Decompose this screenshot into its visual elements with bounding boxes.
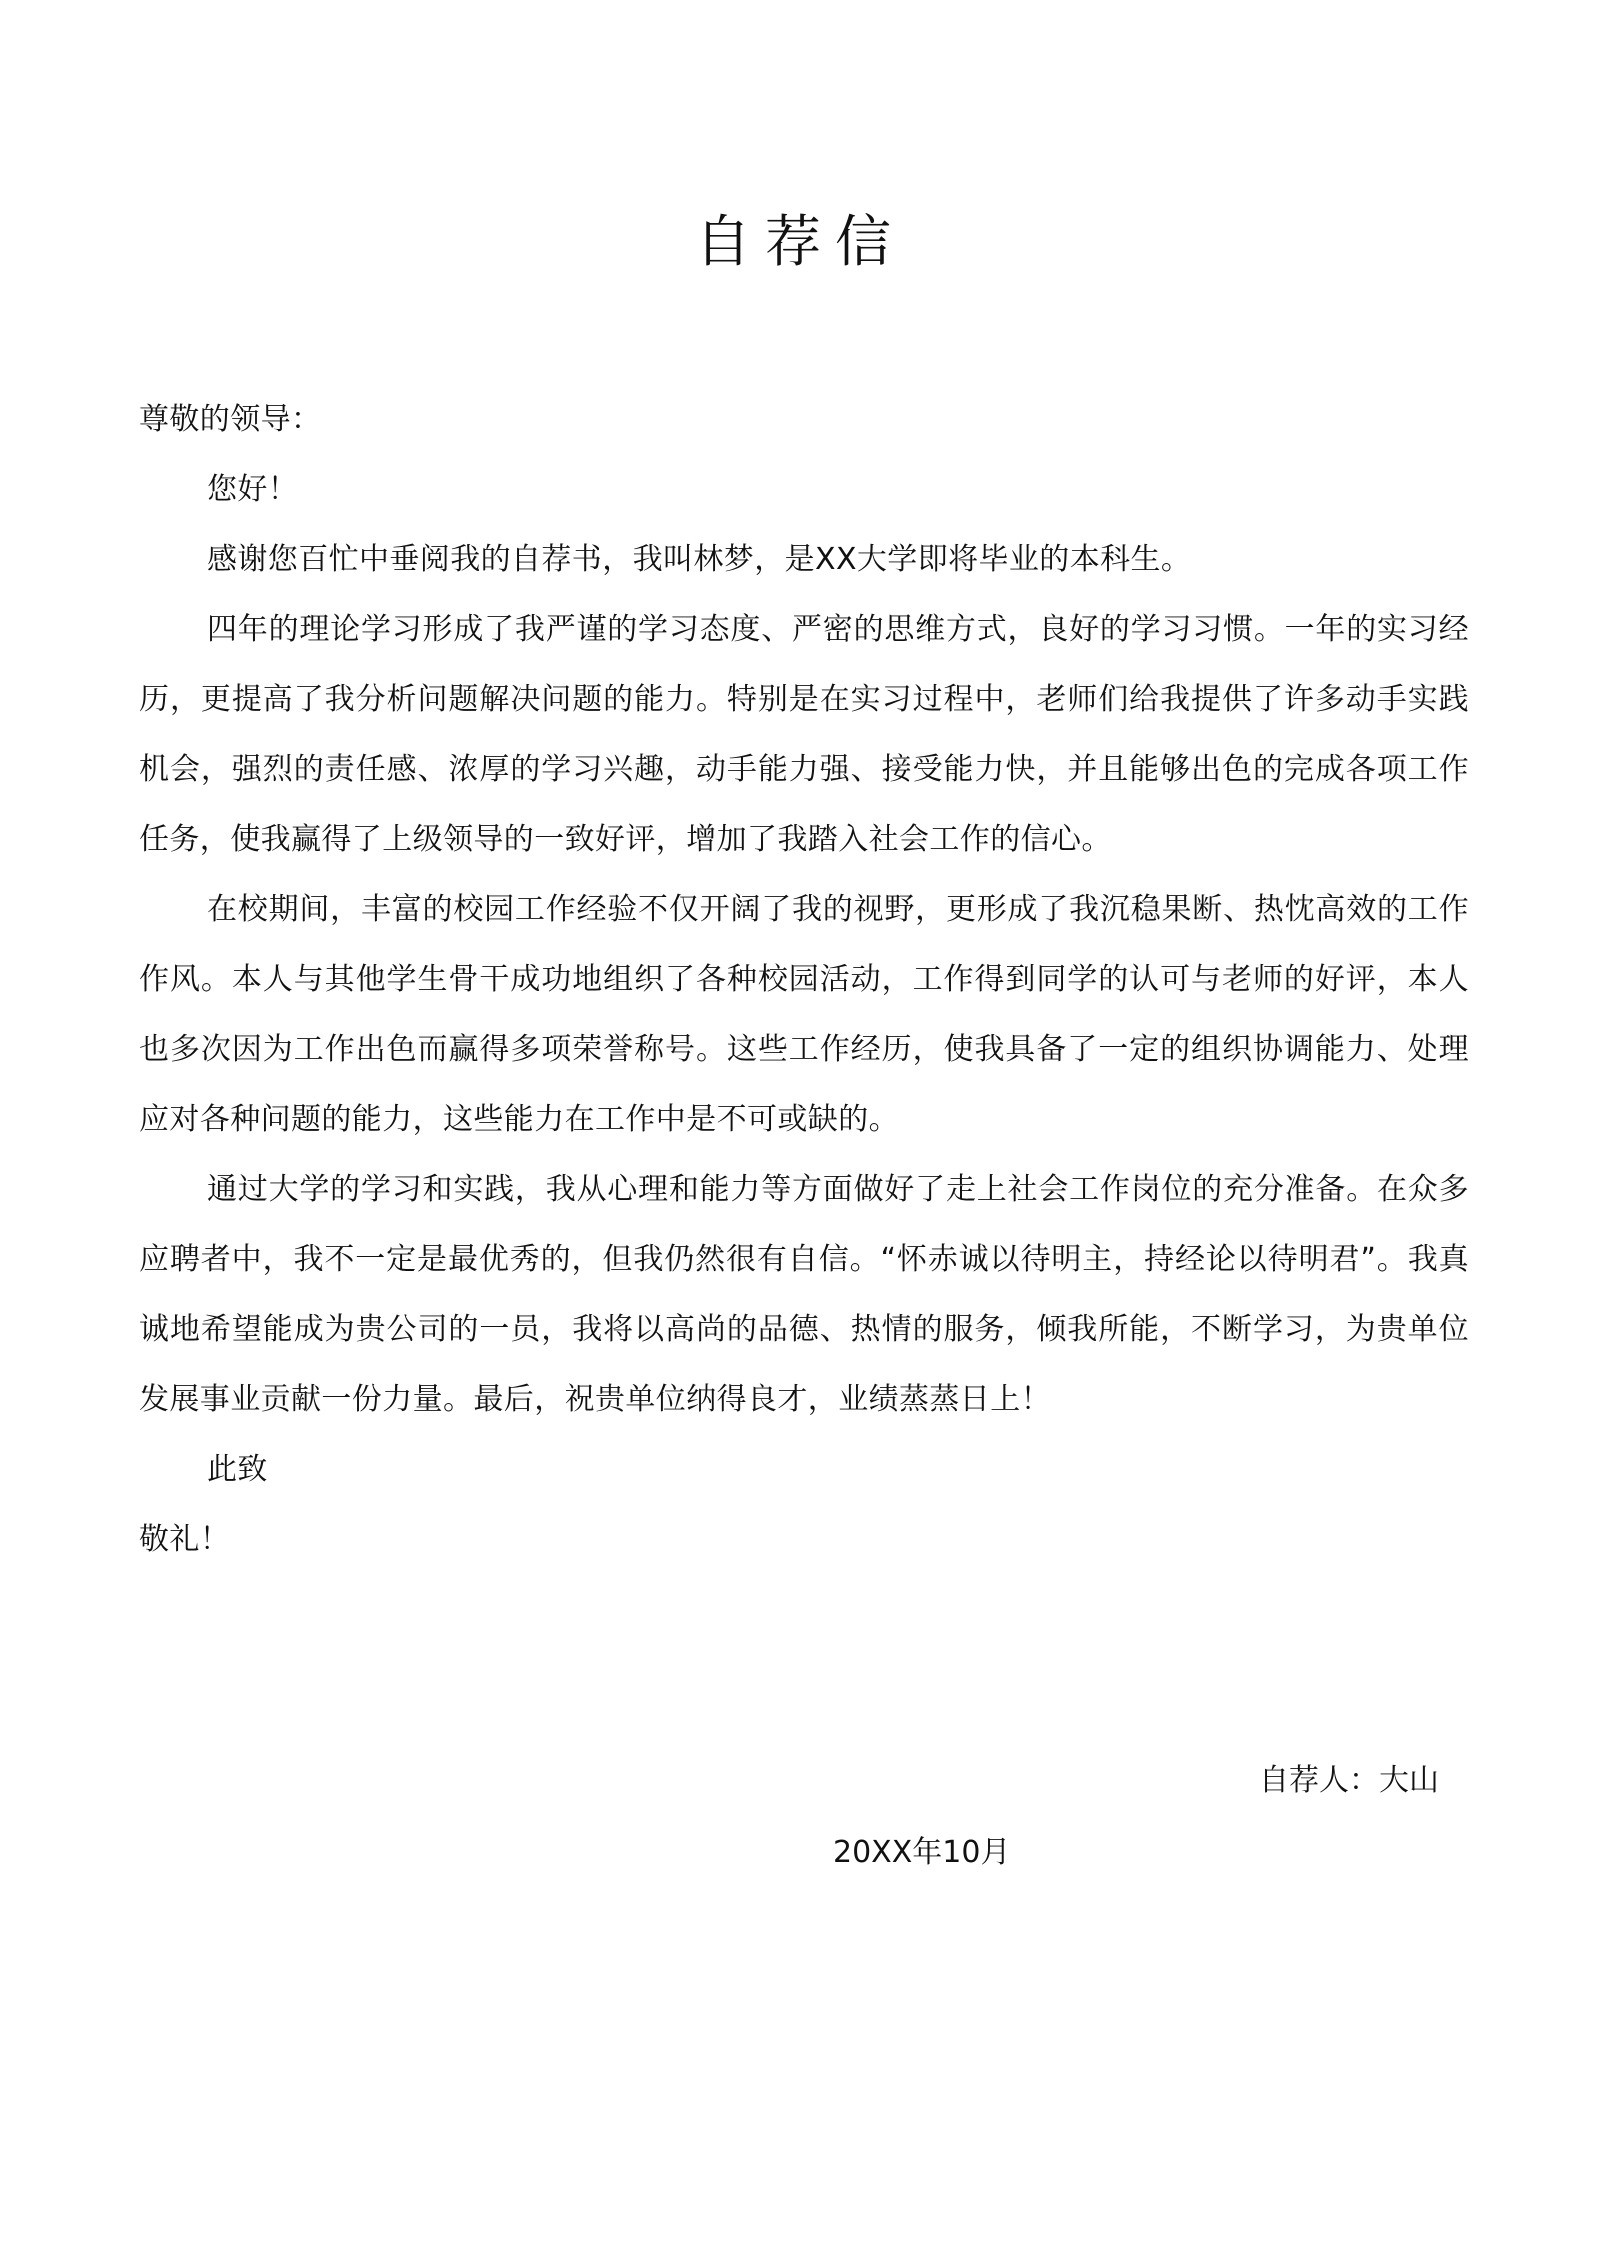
intro-paragraph: 感谢您百忙中垂阅我的自荐书，我叫林梦，是XX大学即将毕业的本科生。 [207,542,1192,577]
salutation: 尊敬的领导： [139,402,322,437]
closing-regards: 敬礼！ [139,1522,231,1557]
letter-body [139,385,1469,1575]
signature-line: 自荐人：大山 [1259,1763,1439,1798]
letter-title: 自荐信 [695,210,905,275]
greeting-paragraph: 您好！ [207,472,299,507]
conclusion-paragraph: 通过大学的学习和实践，我从心理和能力等方面做好了走上社会工作岗位的充分准备。在众多应聘者中，我不一定是最优秀的，但我仍然很有自信。“怀赤诚以待明主，持经论以待明君”。我真诚地希望能成为贵公司的一员，我将以高尚的品德、热情的服务，倾我所能，不断学习，为贵单位发展事业贡献一份力量。最后，祝贵单位纳得良才，业绩蒸蒸日上！ [139,1172,1469,1417]
date-line: 20XX年10月 [833,1835,1011,1870]
study-paragraph: 四年的理论学习形成了我严谨的学习态度、严密的思维方式，良好的学习习惯。一年的实习经历，更提高了我分析问题解决问题的能力。特别是在实习过程中，老师们给我提供了许多动手实践机会，强烈的责任感、浓厚的学习兴趣，动手能力强、接受能力快，并且能够出色的完成各项工作任务，使我赢得了上级领导的一致好评，增加了我踏入社会工作的信心。 [139,612,1469,857]
campus-paragraph: 在校期间，丰富的校园工作经验不仅开阔了我的视野，更形成了我沉稳果断、热忱高效的工作作风。本人与其他学生骨干成功地组织了各种校园活动，工作得到同学的认可与老师的好评，本人也多次因为工作出色而赢得多项荣誉称号。这些工作经历，使我具备了一定的组织协调能力、处理应对各种问题的能力，这些能力在工作中是不可或缺的。 [139,892,1469,1137]
closing-phrase: 此致 [207,1452,268,1487]
